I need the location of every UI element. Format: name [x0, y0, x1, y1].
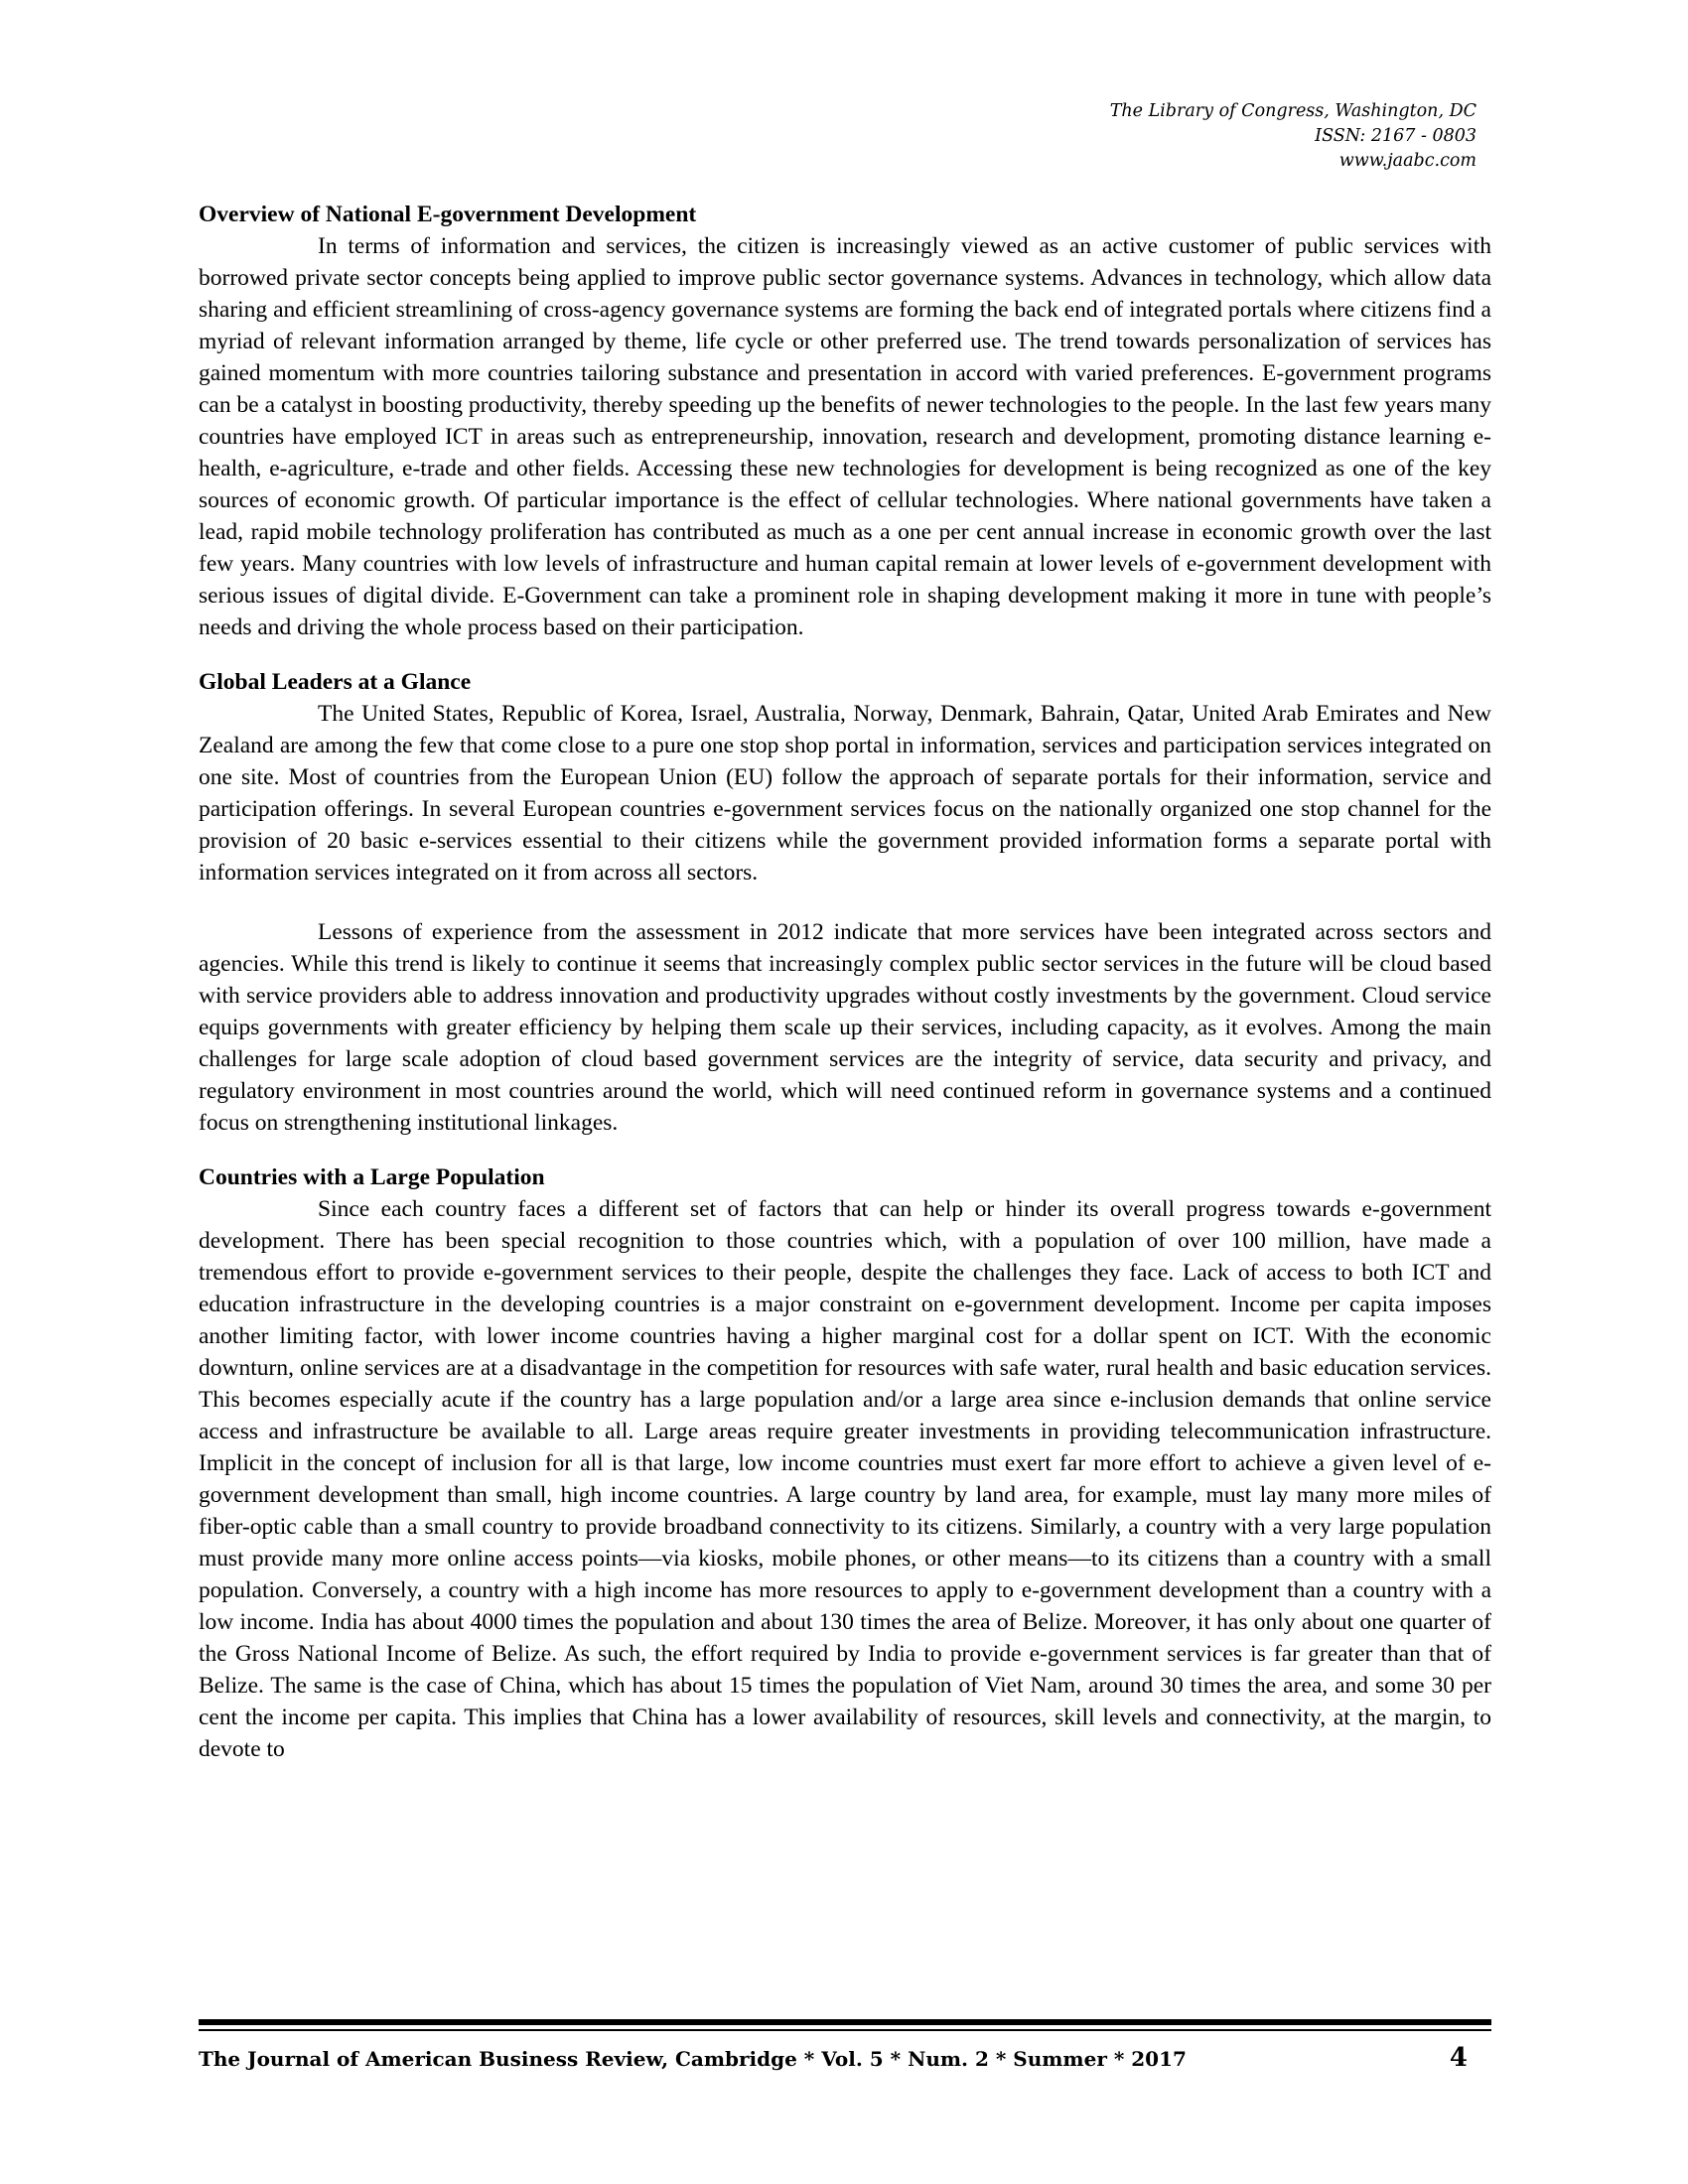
section-global-leaders: [199, 666, 1491, 1139]
header-issn: ISSN: 2167 - 0803: [1315, 126, 1477, 146]
footer-rule-thin: [199, 2029, 1491, 2031]
header-publisher: The Library of Congress, Washington, DC: [1109, 101, 1477, 121]
section-heading: Global Leaders at a Glance: [199, 669, 472, 695]
header-website: www.jaabc.com: [1338, 151, 1477, 171]
section-heading: Countries with a Large Population: [199, 1164, 545, 1190]
paragraph: Since each country faces a different set of factors that can help or hinder its overall progress towards e-government development. There has been special recognition to those countries which, with a population of over 100 million, have made a tremendous effort to provide e-government services to their people, despite the challenges they face. Lack of access to both ICT and education infrastructure in the developing countries is a major constraint on e-government development. Income per capita imposes another limiting factor, with lower income countries having a higher marginal cost for a dollar spent on ICT. With the economic downturn, online services are at a disadvantage in the competition for resources with safe water, rural health and basic education services. This becomes especially acute if the country has a large population and/or a large area since e-inclusion demands that online service access and infrastructure be available to all. Large areas require greater investments in providing telecommunication infrastructure. Implicit in the concept of inclusion for all is that large, low income countries must exert far more effort to achieve a given level of e-government development than small, high income countries. A large country by land area, for example, must lay many more miles of fiber-optic cable than a small country to provide broadband connectivity to its citizens. Similarly, a country with a very large population must provide many more online access points—via kiosks, mobile phones, or other means—to its citizens than a country with a small population. Conversely, a country with a high income has more resources to apply to e-government development than a country with a low income. India has about 4000 times the population and about 130 times the area of Belize. Moreover, it has only about one quarter of the Gross National Income of Belize. As such, the effort required by India to provide e-government services is far greater than that of Belize. The same is the case of China, which has about 15 times the population of Viet Nam, around 30 times the area, and some 30 per cent the income per capita. This implies that China has a lower availability of resources, skill levels and connectivity, at the margin, to devote to: [199, 1196, 1491, 1762]
footer-journal-citation: The Journal of American Business Review, Cambridge * Vol. 5 * Num. 2 * Summer * 2017: [199, 2047, 1187, 2071]
page-number: 4: [1449, 2043, 1468, 2073]
running-header: [1110, 99, 1477, 174]
section-overview: [199, 199, 1491, 643]
section-heading: Overview of National E-government Development: [199, 202, 697, 227]
running-footer: [199, 2043, 1468, 2073]
article-body: [199, 199, 1491, 1765]
paragraph: In terms of information and services, the citizen is increasingly viewed as an active customer of public services with borrowed private sector concepts being applied to improve public sector governance systems. Advances in technology, which allow data sharing and efficient streamlining of cross-agency governance systems are forming the back end of integrated portals where citizens find a myriad of relevant information arranged by theme, life cycle or other preferred use. The trend towards personalization of services has gained momentum with more countries tailoring substance and presentation in accord with varied preferences. E-government programs can be a catalyst in boosting productivity, thereby speeding up the benefits of newer technologies to the people. In the last few years many countries have employed ICT in areas such as entrepreneurship, innovation, research and development, promoting distance learning e-health, e-agriculture, e-trade and other fields. Accessing these new technologies for development is being recognized as one of the key sources of economic growth. Of particular importance is the effect of cellular technologies. Where national governments have taken a lead, rapid mobile technology proliferation has contributed as much as a one per cent annual increase in economic growth over the last few years. Many countries with low levels of infrastructure and human capital remain at lower levels of e-government development with serious issues of digital divide. E-Government can take a prominent role in shaping development making it more in tune with people’s needs and driving the whole process based on their participation.: [199, 233, 1491, 640]
section-large-population: [199, 1161, 1491, 1765]
footer-rule-thick: [199, 2019, 1491, 2025]
paragraph: Lessons of experience from the assessment in 2012 indicate that more services have been integrated across sectors and agencies. While this trend is likely to continue it seems that increasingly complex public sector services in the future will be cloud based with service providers able to address innovation and productivity upgrades without costly investments by the government. Cloud service equips governments with greater efficiency by helping them scale up their services, including capacity, as it evolves. Among the main challenges for large scale adoption of cloud based government services are the integrity of service, data security and privacy, and regulatory environment in most countries around the world, which will need continued reform in governance systems and a continued focus on strengthening institutional linkages.: [199, 919, 1491, 1136]
paragraph: The United States, Republic of Korea, Israel, Australia, Norway, Denmark, Bahrain, Qatar, United Arab Emirates and New Zealand are among the few that come close to a pure one stop shop portal in information, services and participation services integrated on one site. Most of countries from the European Union (EU) follow the approach of separate portals for their information, service and participation offerings. In several European countries e-government services focus on the nationally organized one stop channel for the provision of 20 basic e-services essential to their citizens while the government provided information forms a separate portal with information services integrated on it from across all sectors.: [199, 701, 1491, 886]
